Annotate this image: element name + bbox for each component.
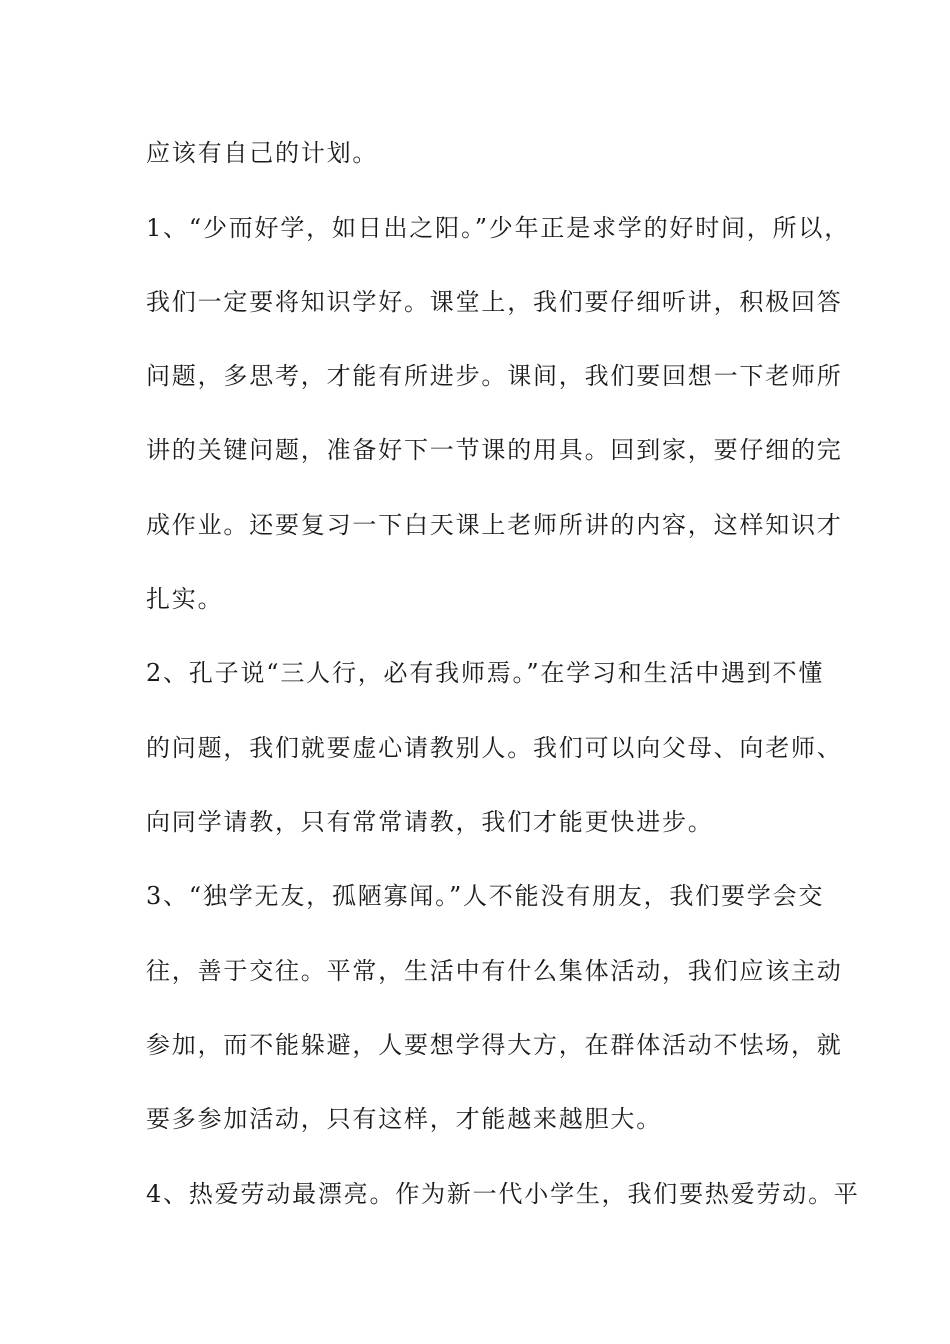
text-line: 扎实。 (146, 585, 224, 613)
text-line: 成作业。还要复习一下白天课上老师所讲的内容，这样知识才 (146, 511, 843, 539)
text-line: 2、孔子说“三人行，必有我师焉。”在学习和生活中遇到不懂 (146, 659, 825, 687)
text-line: 往，善于交往。平常，生活中有什么集体活动，我们应该主动 (146, 957, 843, 985)
text-line: 的问题，我们就要虚心请教别人。我们可以向父母、向老师、 (146, 734, 843, 762)
text-line: 向同学请教，只有常常请教，我们才能更快进步。 (146, 808, 714, 836)
text-line: 1、“少而好学，如日出之阳。”少年正是求学的好时间，所以， (146, 214, 851, 242)
text-line: 4、热爱劳动最漂亮。作为新一代小学生，我们要热爱劳动。平 (146, 1180, 860, 1208)
text-line: 我们一定要将知识学好。课堂上，我们要仔细听讲，积极回答 (146, 288, 843, 316)
text-line: 3、“独学无友，孤陋寡闻。”人不能没有朋友，我们要学会交 (146, 882, 825, 910)
text-line: 问题，多思考，才能有所进步。课间，我们要回想一下老师所 (146, 362, 843, 390)
text-line: 参加，而不能躲避，人要想学得大方，在群体活动不怯场，就 (146, 1031, 843, 1059)
text-line: 要多参加活动，只有这样，才能越来越胆大。 (146, 1105, 662, 1133)
text-line: 讲的关键问题，准备好下一节课的用具。回到家，要仔细的完 (146, 436, 843, 464)
text-line: 应该有自己的计划。 (146, 139, 379, 167)
